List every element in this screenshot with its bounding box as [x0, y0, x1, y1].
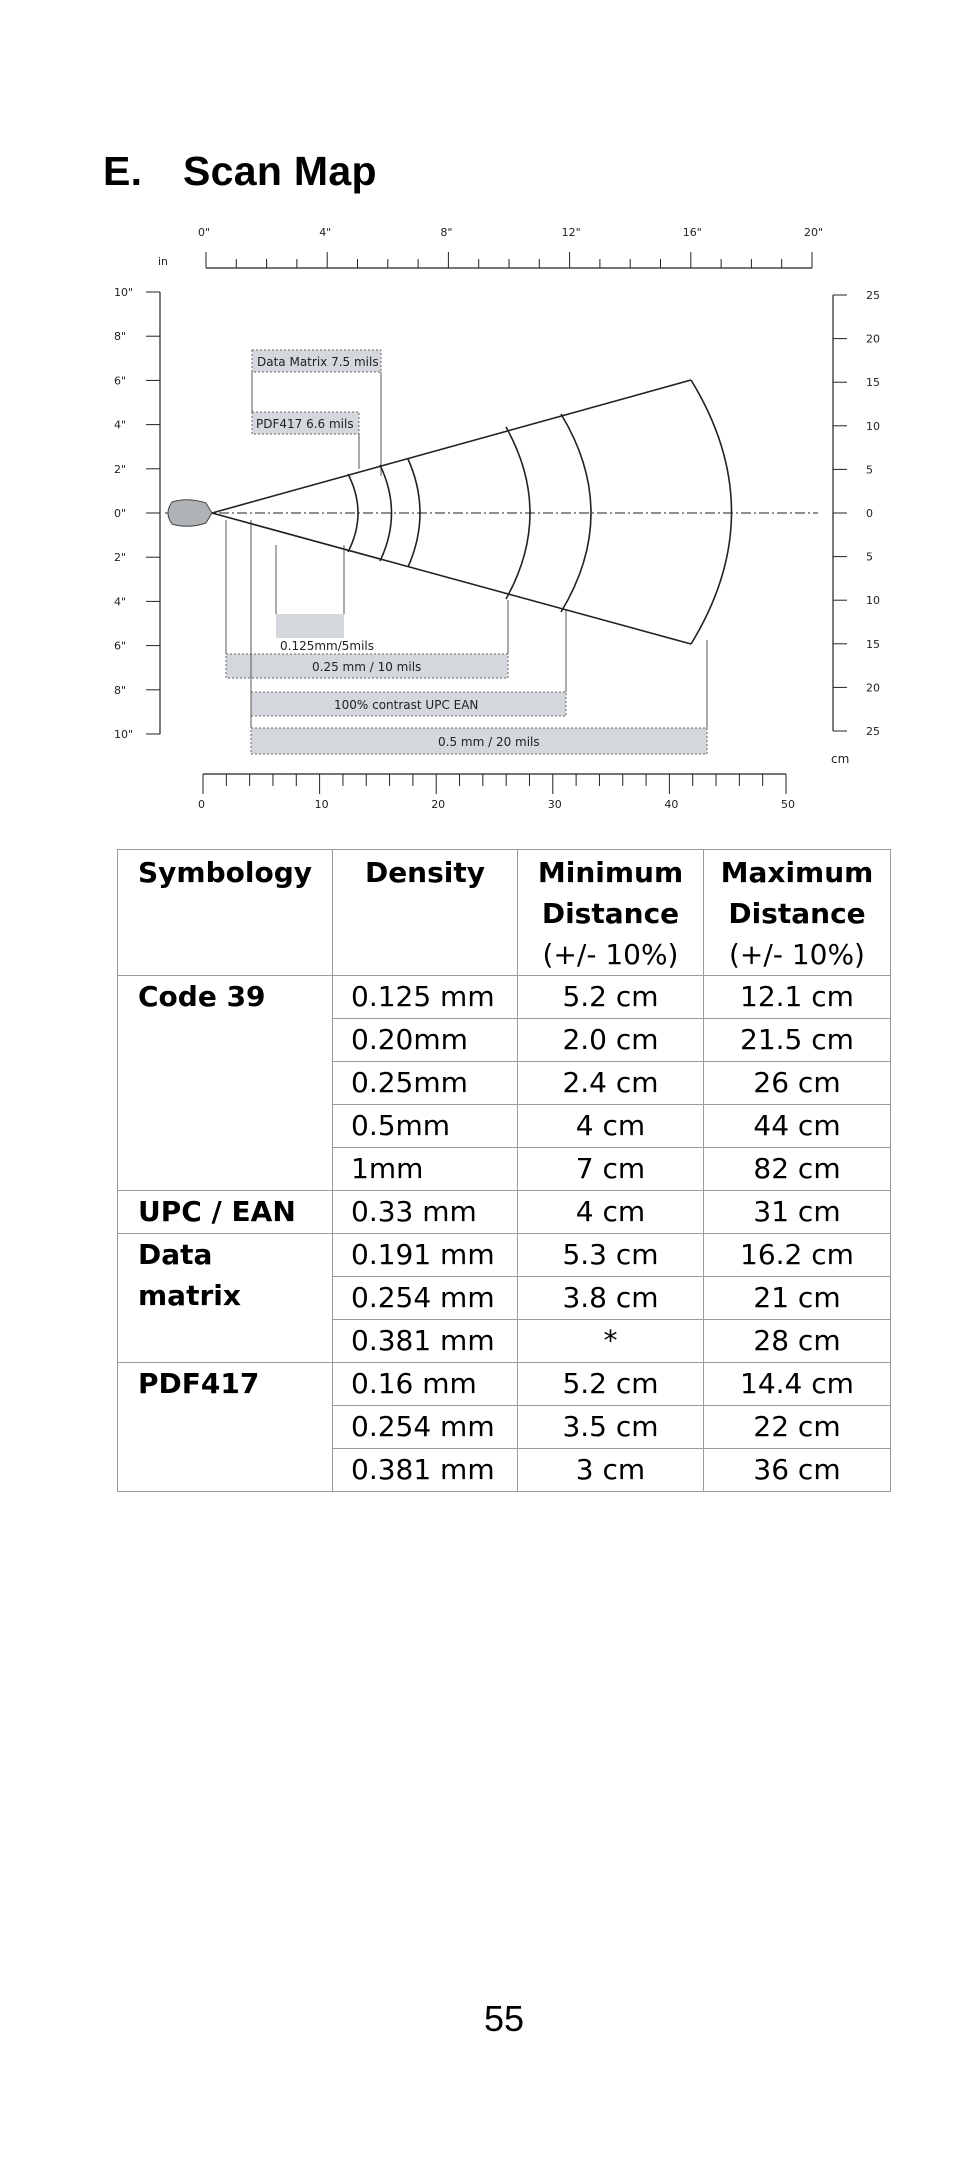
inch-ruler-left	[114, 286, 160, 741]
header-min-distance	[518, 850, 704, 976]
table-row	[118, 1191, 891, 1234]
scan-range-table	[117, 849, 891, 1492]
data-matrix-label: Data Matrix 7.5 mils	[257, 355, 379, 369]
symbology-cell: Data matrix	[118, 1234, 333, 1363]
min-distance-cell: 7 cm	[518, 1148, 704, 1191]
max-distance-cell: 31 cm	[704, 1191, 891, 1234]
symbology-cell: Code 39	[118, 976, 333, 1191]
density-cell: 0.254 mm	[333, 1406, 518, 1449]
small-density-box	[276, 614, 344, 638]
min-distance-cell: 5.2 cm	[518, 976, 704, 1019]
max-distance-cell: 12.1 cm	[704, 976, 891, 1019]
density-cell: 1mm	[333, 1148, 518, 1191]
ruler-tick-label: 20"	[804, 226, 824, 239]
pdf417-label: PDF417 6.6 mils	[256, 417, 354, 431]
cm-ruler-right	[833, 289, 880, 738]
half-mm-label: 0.5 mm / 20 mils	[438, 735, 540, 749]
ruler-tick-label: 0	[866, 507, 873, 520]
ruler-tick-label: 10"	[114, 728, 134, 741]
ruler-tick-label: 8"	[440, 226, 453, 239]
max-distance-cell: 22 cm	[704, 1406, 891, 1449]
scanner-head	[168, 500, 212, 527]
density-cell: 0.381 mm	[333, 1449, 518, 1492]
symbology-cell: UPC / EAN	[118, 1191, 333, 1234]
header-min-line1: Minimum	[537, 856, 684, 889]
ruler-tick-label: 0"	[114, 507, 127, 520]
ruler-tick-label: 50	[781, 798, 795, 811]
density-cell: 0.16 mm	[333, 1363, 518, 1406]
min-distance-cell: 3.5 cm	[518, 1406, 704, 1449]
header-min-line3: (+/- 10%)	[542, 938, 679, 971]
ruler-tick-label: 0	[198, 798, 205, 811]
min-distance-cell: 3.8 cm	[518, 1277, 704, 1320]
density-cell: 0.125 mm	[333, 976, 518, 1019]
density-cell: 0.5mm	[333, 1105, 518, 1148]
table-row	[118, 976, 891, 1019]
ruler-tick-label: 4"	[114, 418, 127, 432]
density-cell: 0.254 mm	[333, 1277, 518, 1320]
section-letter: E.	[103, 148, 143, 194]
ruler-tick-label: 20	[866, 681, 880, 695]
density-cell: 0.381 mm	[333, 1320, 518, 1363]
max-distance-cell: 26 cm	[704, 1062, 891, 1105]
density-cell: 0.20mm	[333, 1019, 518, 1062]
header-max-distance	[704, 850, 891, 976]
min-distance-cell: 3 cm	[518, 1449, 704, 1492]
ruler-tick-label: 4"	[319, 226, 332, 239]
min-distance-cell: 2.0 cm	[518, 1019, 704, 1062]
max-distance-cell: 21 cm	[704, 1277, 891, 1320]
section-title: Scan Map	[183, 148, 377, 194]
cm-unit-label: cm	[831, 752, 850, 766]
ruler-tick-label: 5	[866, 550, 873, 564]
max-distance-cell: 82 cm	[704, 1148, 891, 1191]
header-max-line1: Maximum	[720, 856, 874, 889]
ruler-tick-label: 8"	[114, 330, 127, 344]
ruler-tick-label: 6"	[114, 639, 127, 653]
header-max-line3: (+/- 10%)	[729, 938, 865, 971]
min-distance-cell: 5.2 cm	[518, 1363, 704, 1406]
ruler-tick-label: 8"	[114, 683, 127, 697]
min-distance-cell: 2.4 cm	[518, 1062, 704, 1105]
max-distance-cell: 44 cm	[704, 1105, 891, 1148]
max-distance-cell: 21.5 cm	[704, 1019, 891, 1062]
ruler-tick-label: 6"	[114, 374, 127, 388]
header-min-line2: Distance	[541, 897, 680, 930]
max-distance-cell: 36 cm	[704, 1449, 891, 1492]
ruler-tick-label: 15	[866, 637, 880, 651]
table-row	[118, 1234, 891, 1277]
symbology-cell: PDF417	[118, 1363, 333, 1492]
page-number: 55	[483, 1998, 525, 2039]
density-cell: 0.191 mm	[333, 1234, 518, 1277]
ruler-tick-label: 16"	[682, 226, 702, 239]
ruler-tick-label: 30	[547, 798, 562, 811]
ruler-tick-label: 10	[866, 594, 880, 608]
ruler-tick-label: 20	[431, 798, 446, 811]
cm-ruler-bottom	[198, 774, 795, 811]
header-max-line2: Distance	[728, 897, 866, 930]
ruler-tick-label: 40	[664, 798, 679, 811]
max-distance-cell: 16.2 cm	[704, 1234, 891, 1277]
table-row	[118, 1363, 891, 1406]
ruler-tick-label: 4"	[114, 595, 127, 609]
ruler-tick-label: 20	[866, 332, 880, 346]
header-density: Density	[333, 850, 518, 976]
table-header-row	[118, 850, 891, 976]
inch-ruler-top	[198, 226, 823, 268]
small-density-label: 0.125mm/5mils	[280, 639, 375, 653]
ruler-tick-label: 2"	[114, 551, 127, 565]
header-symbology: Symbology	[118, 850, 333, 976]
ruler-tick-label: 25	[866, 725, 880, 738]
ruler-tick-label: 15	[866, 376, 880, 390]
ruler-tick-label: 5	[866, 463, 873, 477]
density-cell: 0.33 mm	[333, 1191, 518, 1234]
ruler-tick-label: 10	[866, 419, 880, 433]
scan-map-diagram	[0, 0, 954, 830]
min-distance-cell: 5.3 cm	[518, 1234, 704, 1277]
ruler-tick-label: 2"	[114, 462, 127, 476]
quarter-mm-label: 0.25 mm / 10 mils	[312, 660, 422, 674]
upc-ean-label: 100% contrast UPC EAN	[334, 698, 479, 712]
ruler-tick-label: 12"	[561, 226, 581, 239]
density-cell: 0.25mm	[333, 1062, 518, 1105]
max-distance-cell: 28 cm	[704, 1320, 891, 1363]
ruler-tick-label: 0"	[198, 226, 211, 239]
max-distance-cell: 14.4 cm	[704, 1363, 891, 1406]
inch-unit-label: in	[158, 255, 169, 268]
ruler-tick-label: 10	[314, 798, 329, 811]
ruler-tick-label: 10"	[114, 286, 134, 299]
min-distance-cell: *	[518, 1320, 704, 1363]
ruler-tick-label: 25	[866, 289, 880, 302]
min-distance-cell: 4 cm	[518, 1191, 704, 1234]
min-distance-cell: 4 cm	[518, 1105, 704, 1148]
